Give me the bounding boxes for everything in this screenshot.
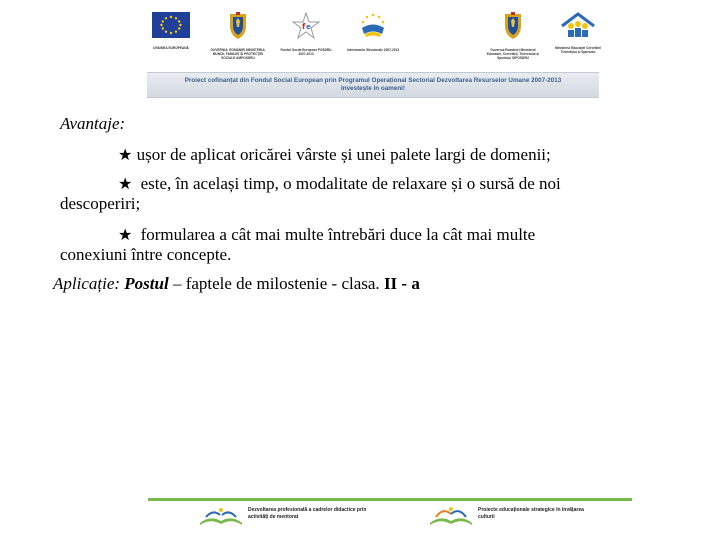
ministry-crest-logo: [210, 12, 266, 60]
logo-caption: GUVERNUL ROMÂNIEI MINISTERUL MUNCII, FAMILIEI ȘI PROTECȚIEI SOCIALE AMPOSDRU: [210, 48, 266, 60]
svg-text:e: e: [306, 23, 311, 31]
bullet-text: este, în același timp, o modalitate de relaxare și o sursă de noi: [140, 174, 561, 193]
banner-line-1: Proiect cofinanțat din Fondul Social European prin Programul Operațional Sectorial Dezvoltarea Resurselor Umane 2007-2013: [184, 77, 562, 84]
logo-caption: UNIUNEA EUROPEANĂ: [153, 46, 189, 50]
bullet-item: [118, 174, 561, 194]
instrumente-structurale-logo: [345, 12, 401, 52]
advantages-heading: Avantaje:: [60, 114, 126, 133]
house-people-icon: [558, 12, 598, 38]
footer-right-text: Proiecte educaționale strategice în învățarea culturii: [478, 507, 584, 520]
star-icon: ★: [118, 174, 133, 193]
bullet-item: [118, 225, 535, 245]
footer-project-left: [198, 505, 367, 532]
application-description: – faptele de milostenie - clasa.: [168, 274, 384, 293]
banner-line-2: Investește în oameni!: [340, 85, 406, 92]
instrumente-structurale-icon: [356, 12, 390, 40]
eu-flag-logo: [148, 12, 194, 50]
footer-divider: [148, 498, 632, 501]
star-icon: ★: [118, 225, 133, 244]
application-title: Postul: [124, 274, 169, 293]
bullet-text: ușor de aplicat oricărei vârste și unei palete largi de domenii;: [136, 145, 551, 164]
bullet-text-continuation: descoperiri;: [60, 194, 141, 213]
coat-of-arms-icon: [502, 12, 524, 40]
footer-project-right: [428, 505, 584, 532]
logo-caption: Ministerul Educației Cercetării Tineretului și Sportului: [555, 46, 601, 54]
fse-star-icon: [291, 12, 321, 40]
eu-flag-icon: [152, 12, 190, 38]
logo-caption: Fondul Social European POSDRU 2007-2013: [280, 48, 332, 56]
star-icon: ★: [118, 145, 133, 164]
education-ministry-logo: [550, 12, 606, 54]
bullet-text: formularea a cât mai multe întrebări duce la cât mai multe: [140, 225, 536, 244]
application-line: [53, 274, 420, 294]
fse-logo: [280, 12, 332, 56]
bullet-item: [118, 145, 551, 165]
application-class: II - a: [383, 274, 420, 293]
footer-left-text: Dezvoltarea profesională a cadrelor didactice prin activități de mentorat: [248, 507, 367, 520]
coat-of-arms-icon: [227, 12, 249, 40]
bullet-text-continuation: conexiuni între concepte.: [60, 245, 232, 264]
header-logos: [140, 12, 600, 70]
logo-caption: Instrumente Structurale 2007-2013: [346, 48, 400, 52]
svg-text:f: f: [302, 22, 306, 31]
application-label: Aplicație:: [53, 274, 121, 293]
cofinancing-banner: [147, 72, 599, 98]
open-book-icon: [428, 505, 474, 527]
open-book-icon: [198, 505, 244, 527]
logo-caption: Guvernul României Ministerul Educației, Cercetării, Tineretului și Sportului OIPOSDRU: [486, 48, 540, 60]
oiposdru-crest-logo: [485, 12, 541, 60]
